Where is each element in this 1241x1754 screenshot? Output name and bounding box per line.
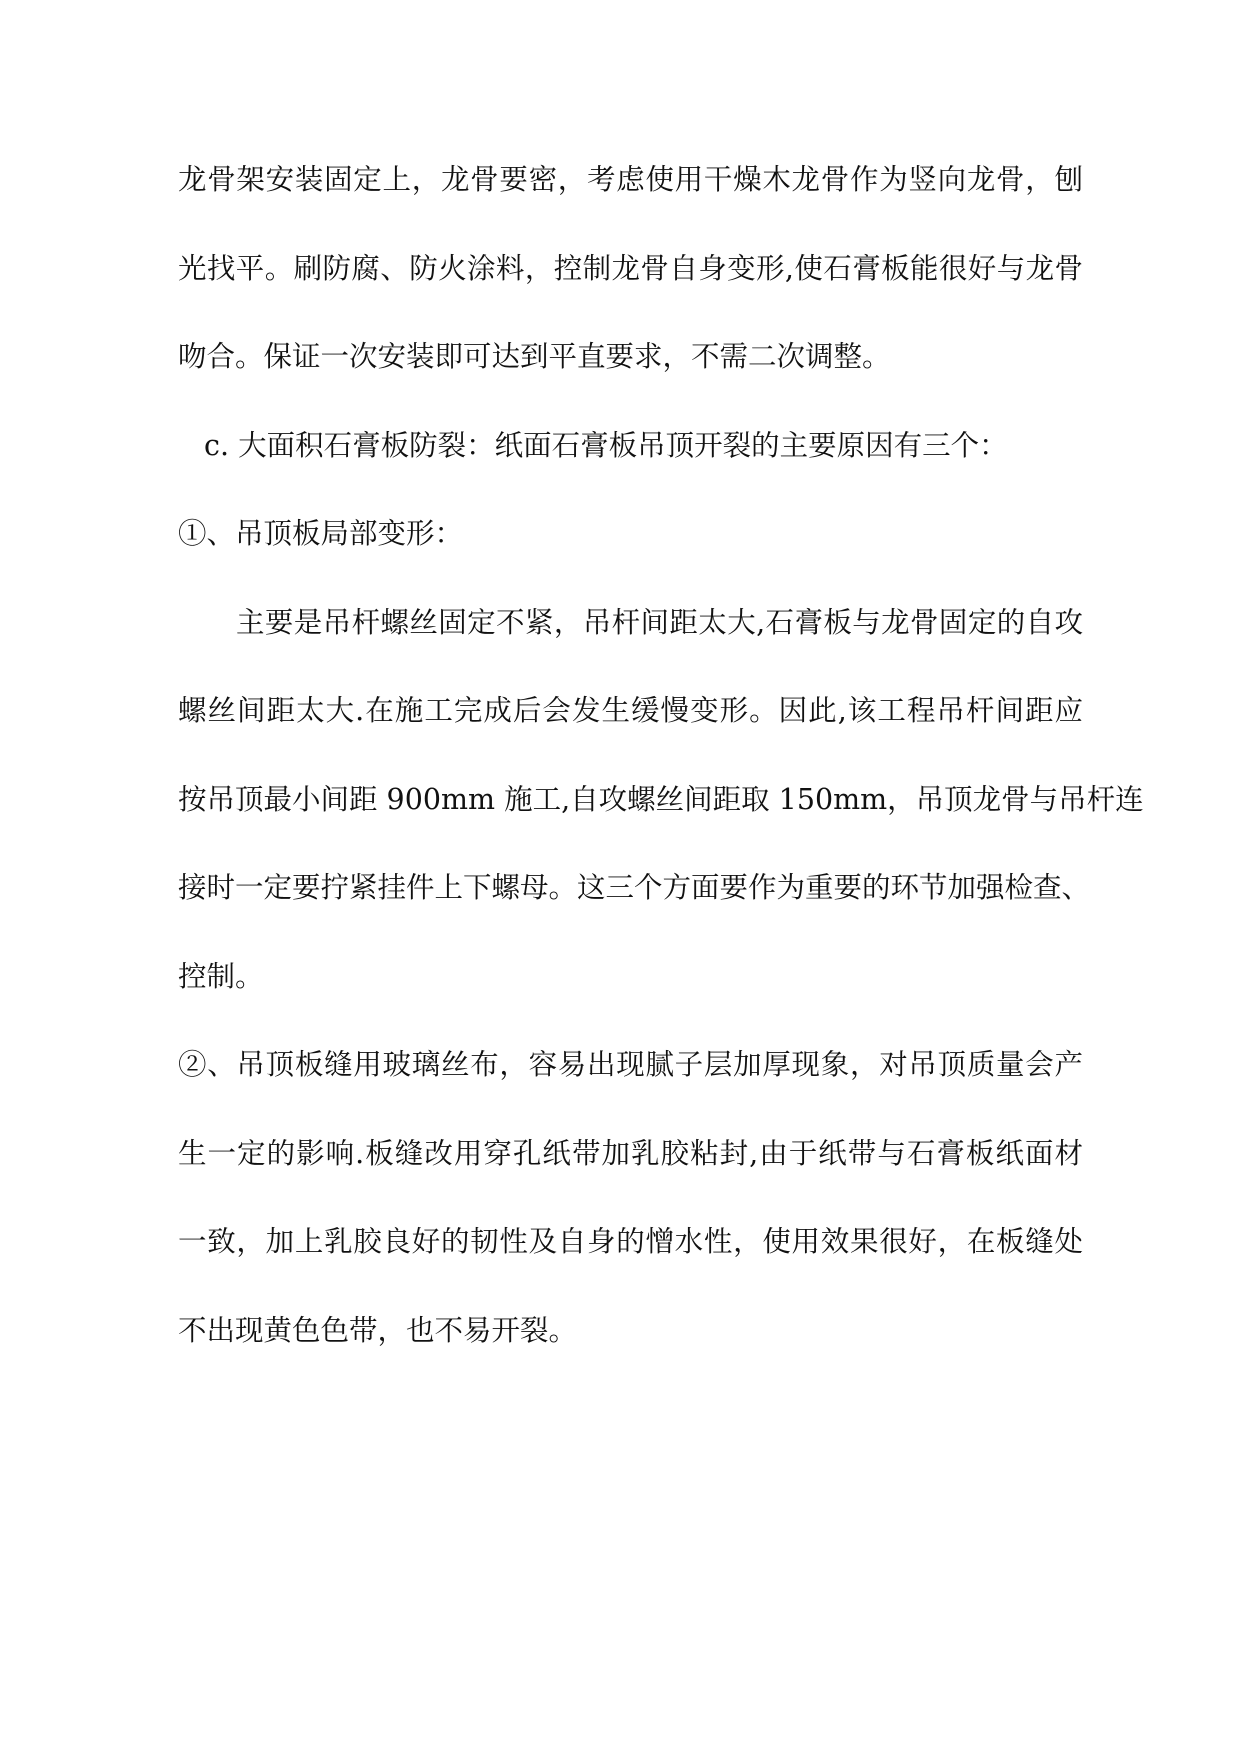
text-line: ①、吊顶板局部变形： (178, 517, 464, 550)
text-line: ②、吊顶板缝用玻璃丝布，容易出现腻子层加厚现象，对吊顶质量会产 (178, 1048, 1083, 1081)
text-line: 控制。 (178, 960, 264, 993)
text-line: 主要是吊杆螺丝固定不紧，吊杆间距太大,石膏板与龙骨固定的自攻 (236, 606, 1083, 639)
text-line: 按吊顶最小间距 900mm 施工,自攻螺丝间距取 150mm，吊顶龙骨与吊杆连 (178, 783, 1144, 816)
text-line: 龙骨架安装固定上，龙骨要密，考虑使用干燥木龙骨作为竖向龙骨，刨 (178, 163, 1083, 196)
text-line: c. 大面积石膏板防裂：纸面石膏板吊顶开裂的主要原因有三个： (204, 429, 1008, 462)
text-line: 不出现黄色色带，也不易开裂。 (178, 1314, 578, 1347)
text-line: 光找平。刷防腐、防火涂料，控制龙骨自身变形,使石膏板能很好与龙骨 (178, 252, 1083, 285)
text-line: 生一定的影响.板缝改用穿孔纸带加乳胶粘封,由于纸带与石膏板纸面材 (178, 1137, 1083, 1170)
text-line: 一致，加上乳胶良好的韧性及自身的憎水性，使用效果很好，在板缝处 (178, 1225, 1083, 1258)
text-line: 接时一定要拧紧挂件上下螺母。这三个方面要作为重要的环节加强检查、 (178, 871, 1091, 904)
text-line: 吻合。保证一次安装即可达到平直要求，不需二次调整。 (178, 340, 891, 373)
text-line: 螺丝间距太大.在施工完成后会发生缓慢变形。因此,该工程吊杆间距应 (178, 694, 1083, 727)
